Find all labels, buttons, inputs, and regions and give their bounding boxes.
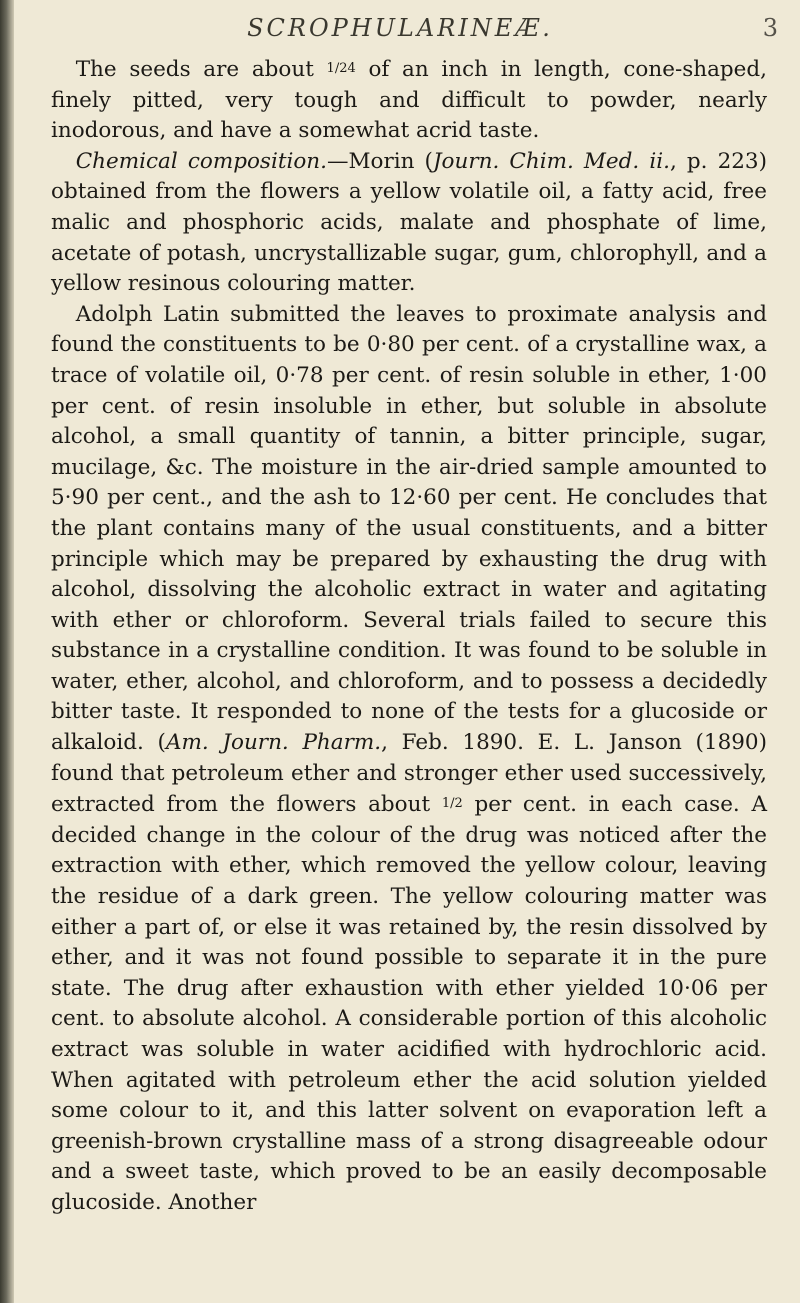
fraction: 1/24 xyxy=(326,61,356,76)
text-run: , Feb. 1890. E. L. Janson (1890) found that petroleum ether and stronger ether used successively, extracted from the flowers about xyxy=(51,730,767,818)
text-run: , p. 223) obtained from the flowers a yellow volatile oil, a fatty acid, free malic and phosphoric acids, malate and phosphate of lime, acetate of potash, uncrystallizable sugar, gum, chlorophyll, and a yellow resinous colouring matter. xyxy=(51,148,767,297)
text-run: of an inch in length, cone-shaped, finely pitted, very tough and difficult to powder, nearly inodorous, and have a somewhat acrid taste. xyxy=(51,57,767,144)
body-text xyxy=(51,54,767,1219)
book-spine-shadow xyxy=(0,0,14,1303)
paragraph xyxy=(51,54,767,147)
page-header xyxy=(0,14,800,48)
page-number: 3 xyxy=(762,14,778,42)
italic-text: Journ. Chim. Med. ii. xyxy=(432,148,670,174)
text-run: —Morin ( xyxy=(326,148,433,174)
text-run: Adolph Latin submitted the leaves to proximate analysis and found the constituents to be 0·80 per cent. of a crystalline wax, a trace of volatile oil, 0·78 per cent. of resin soluble in ether, 1·00 per cent. of resin insoluble in ether, but soluble in absolute alcohol, a small quantity of tannin, a bitter principle, sugar, mucilage, &c. The moisture in the air-dried sample amounted to 5·90 per cent., and the ash to 12·60 per cent. He concludes that the plant contains many of the usual constituents, and a bitter principle which may be prepared by exhausting the drug with alcohol, dissolving the alcoholic extract in water and agitating with ether or chloroform. Several trials failed to secure this substance in a crystalline condition. It was found to be soluble in water, ether, alcohol, and chloroform, and to possess a decidedly bitter taste. It responded to none of the tests for a glucoside or alkaloid. ( xyxy=(51,301,767,756)
italic-text: Am. Journ. Pharm. xyxy=(165,730,382,756)
running-head: SCROPHULARINEÆ. xyxy=(247,14,553,42)
paragraph xyxy=(51,300,767,1219)
italic-text: Chemical composition. xyxy=(75,148,327,174)
fraction: 1/2 xyxy=(441,796,463,812)
text-run: per cent. in each case. A decided change in the colour of the drug was noticed after the extraction with ether, which removed the yellow colour, leaving the residue of a dark green. The yellow colouring matter was either a part of, or else it was retained by, the resin dissolved by ether, and it was not found possible to separate it in the pure state. The drug after exhaustion with ether yielded 10·06 per cent. to absolute alcohol. A considerable portion of this alcoholic extract was soluble in water acidified with hydrochloric acid. When agitated with petroleum ether the acid solution yielded some colour to it, and this latter solvent on evaporation left a greenish-brown crystalline mass of a strong disagreeable odour and a sweet taste, which proved to be an easily decomposable glucoside. Another xyxy=(51,792,767,1215)
paragraph xyxy=(51,147,767,300)
text-run: The seeds are about xyxy=(75,57,327,82)
